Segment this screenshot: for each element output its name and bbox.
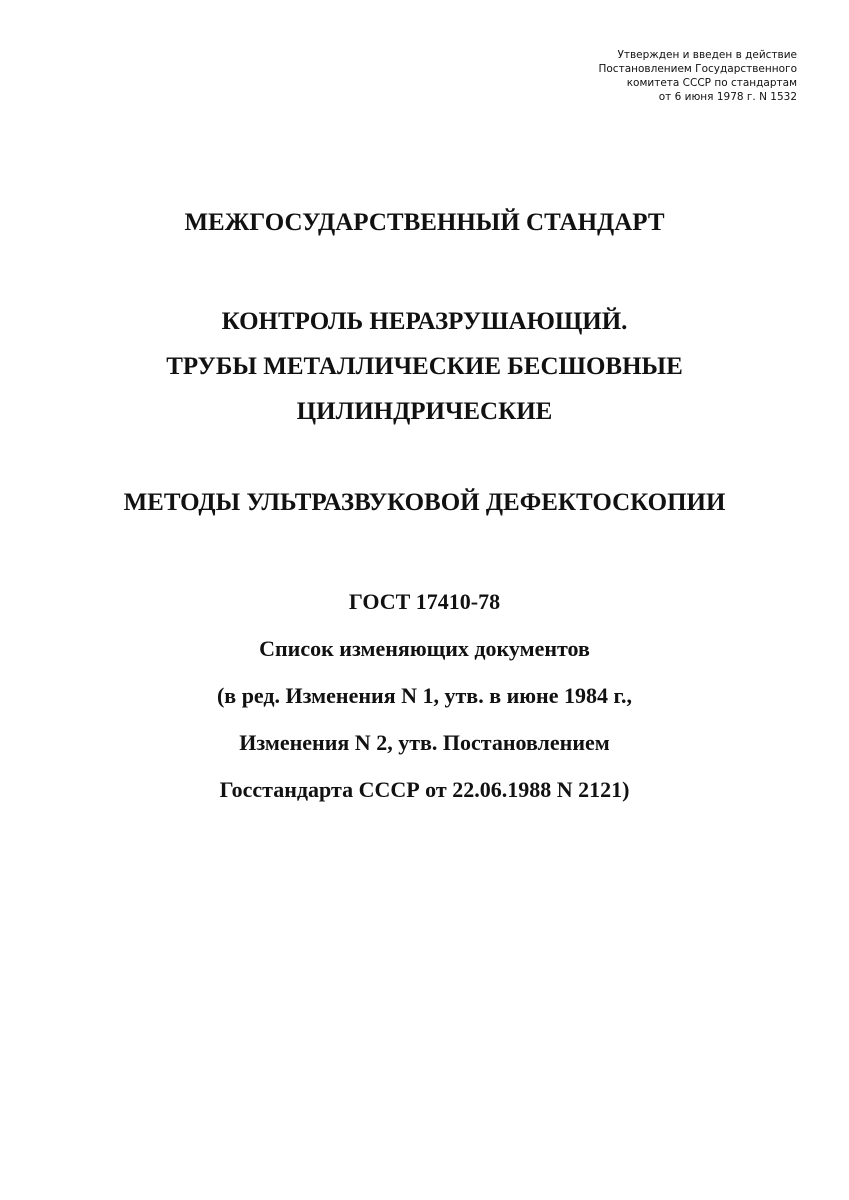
approval-line: комитета СССР по стандартам [626, 77, 797, 89]
standard-methods-title [0, 483, 849, 523]
subject-line: ТРУБЫ МЕТАЛЛИЧЕСКИЕ БЕСШОВНЫЕ [166, 353, 683, 380]
heading-text: МЕЖГОСУДАРСТВЕННЫЙ СТАНДАРТ [184, 209, 665, 236]
methods-text: МЕТОДЫ УЛЬТРАЗВУКОВОЙ ДЕФЕКТОСКОПИИ [123, 489, 726, 516]
gost-block [0, 578, 849, 813]
subject-line: КОНТРОЛЬ НЕРАЗРУШАЮЩИЙ. [221, 308, 628, 335]
amendments-title: Список изменяющих документов [259, 636, 590, 661]
approval-note [537, 48, 797, 104]
amendment-line: Госстандарта СССР от 22.06.1988 N 2121) [219, 777, 630, 802]
amendment-line: (в ред. Изменения N 1, утв. в июне 1984 г., [216, 683, 633, 708]
standard-subject [0, 299, 849, 434]
approval-line: Утвержден и введен в действие [617, 49, 797, 61]
amendment-line: Изменения N 2, утв. Постановлением [239, 730, 610, 755]
approval-line: от 6 июня 1978 г. N 1532 [658, 91, 797, 103]
subject-line: ЦИЛИНДРИЧЕСКИЕ [296, 398, 553, 425]
gost-number: ГОСТ 17410-78 [348, 589, 501, 614]
standard-heading [0, 203, 849, 243]
approval-line: Постановлением Государственного [598, 63, 797, 75]
